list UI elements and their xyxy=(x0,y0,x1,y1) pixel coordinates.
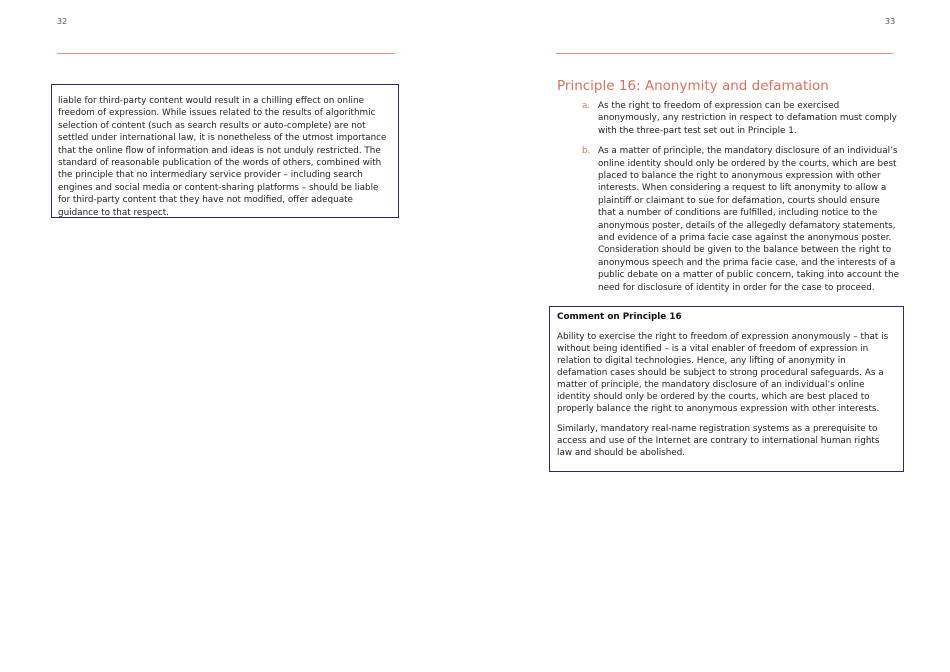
comment-box xyxy=(549,306,904,472)
comment-heading: Comment on Principle 16 xyxy=(557,312,682,322)
header-rule-left xyxy=(57,53,395,54)
item-text: As a matter of principle, the mandatory disclosure of an individual’s online identity should only be ordered by the courts, which are best placed to balance the right to anonymous expression with other interests. When considering a request to lift anonymity to allow a plaintiff or claimant to sue for defamation, courts should ensure that a number of conditions are fulfilled, including notice to the anonymous poster, details of the allegedly defamatory statements, and evidence of a prima facie case against the anonymous poster. Consideration should be given to the balance between the right to anonymous speech and the prima facie case, and the interests of a public debate on a matter of public concern, taking into account the need for disclosure of identity in order for the case to proceed. xyxy=(598,146,899,293)
continued-paragraph: liable for third-party content would result in a chilling effect on online freedom of expression. While issues related to the results of algorithmic selection of content (such as search results or auto-complete) are not settled under international law, it is nonetheless of the utmost importance that the online flow of information and ideas is not unduly restricted. The standard of reasonable publication of the words of others, combined with the principle that no intermediary service provider – including search engines and social media or content-sharing platforms – should be liable for third-party content that they have not modified, offer adequate guidance to that respect. xyxy=(58,96,387,218)
principle-title: Principle 16: Anonymity and defamation xyxy=(557,78,829,94)
item-letter: a. xyxy=(582,101,591,111)
page-number-right: 33 xyxy=(885,17,896,26)
continued-text-box xyxy=(51,84,399,218)
comment-paragraph-2: Similarly, mandatory real-name registration systems as a prerequisite to access and use of the Internet are contrary to international human rights law and should be abolished. xyxy=(557,424,880,459)
principle-item-b xyxy=(582,145,900,294)
item-letter: b. xyxy=(582,146,591,157)
comment-paragraph-1: Ability to exercise the right to freedom of expression anonymously – that is without being identified – is a vital enabler of freedom of expression in relation to digital technologies. Hence, any lifting of anonymity in defamation cases should be subject to strong procedural safeguards. As a matter of principle, the mandatory disclosure of an individual’s online identity should only be ordered by the courts, which are best placed to properly balance the right to anonymous expression with other interests. xyxy=(557,332,889,415)
page-number-left: 32 xyxy=(57,17,68,26)
item-text: As the right to freedom of expression can be exercised anonymously, any restriction in respect to defamation must comply with the three-part test set out in Principle 1. xyxy=(598,101,897,136)
principle-item-a xyxy=(582,100,900,137)
principle-items xyxy=(582,100,900,302)
header-rule-right xyxy=(556,53,893,54)
